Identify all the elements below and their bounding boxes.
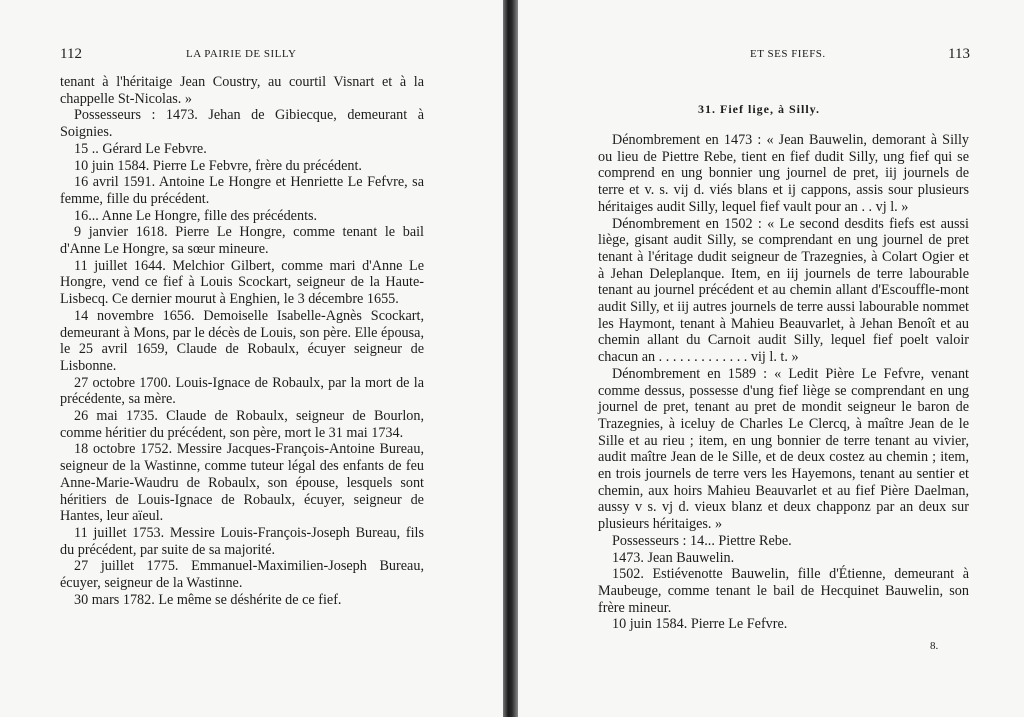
section-title: 31. Fief lige, à Silly. xyxy=(698,102,820,116)
paragraph: 27 octobre 1700. Louis-Ignace de Robaulx, par la mort de la précédente, sa mère. xyxy=(60,374,424,408)
paragraph: Possesseurs : 14... Piettre Rebe. xyxy=(612,532,792,549)
paragraph: 9 janvier 1618. Pierre Le Hongre, comme tenant le bail d'Anne Le Hongre, sa sœur mineure. xyxy=(60,224,424,258)
right-page xyxy=(518,0,1024,717)
paragraph: 16... Anne Le Hongre, fille des précédents. xyxy=(74,207,318,224)
paragraph: 1473. Jean Bauwelin. xyxy=(612,549,735,566)
paragraph: 26 mai 1735. Claude de Robaulx, seigneur de Bourlon, comme héritier du précédent, son père, mort le 31 mai 1734. xyxy=(60,408,424,441)
page-number-left: 112 xyxy=(60,46,82,62)
paragraph: 30 mars 1782. Le même se déshérite de ce fief. xyxy=(74,591,342,608)
left-body-text xyxy=(60,74,424,609)
paragraph: 27 juillet 1775. Emmanuel-Maximilien-Joseph Bureau, écuyer, seigneur de la Wastinne. xyxy=(60,558,424,592)
running-head-left: LA PAIRIE DE SILLY xyxy=(186,48,297,60)
paragraph: 10 juin 1584. Pierre Le Fefvre. xyxy=(612,616,788,633)
paragraph: 10 juin 1584. Pierre Le Febvre, frère du précédent. xyxy=(74,157,362,174)
paragraph: 15 .. Gérard Le Febvre. xyxy=(74,140,207,157)
paragraph: 1502. Estiévenotte Bauwelin, fille d'Étienne, demeurant à Maubeuge, comme tenant le bail de Hecquinet Bauwelin, son frère mineur. xyxy=(598,566,969,616)
page-number-right: 113 xyxy=(948,46,970,62)
paragraph: Dénombrement en 1589 : « Ledit Pière Le Fefvre, venant comme dessus, possesse d'ung fief liège se comprendant en ung journel de pret, tenant au pret de mondit seigneur le baron de Trazegnies, à iceluy de Charles Le Clercq, à maître Jean de le Sille et au rieu ; item, en ung bonnier de terre tenant au vivier, audit maître Jean de le Sille, et de deux costez au chemin ; item, en trois journels de terre vers les Hayemons, tenant au sentier et chemin, aux hoirs Mahieu Beauvarlet et au fief Pière Daelman, aussy v s. vj d. vieux blanz et deux chapponz par an deux sur plusieurs héritaiges. » xyxy=(598,365,969,533)
paragraph: 18 octobre 1752. Messire Jacques-François-Antoine Bureau, seigneur de la Wastinne, comme tuteur légal des enfants de feu Anne-Marie-Waudru de Robaulx, son épouse, lesquels sont héritiers de Louis-Ignace de Robaulx, écuyer, seigneur de Hantes, leur aïeul. xyxy=(60,441,424,525)
paragraph: 14 novembre 1656. Demoiselle Isabelle-Agnès Scockart, demeurant à Mons, par le décès de Louis, son père. Elle épousa, le 25 avril 1659, Claude de Robaulx, écuyer seigneur de Lisbonne. xyxy=(60,307,424,374)
paragraph: Possesseurs : 1473. Jehan de Gibiecque, demeurant à Soignies. xyxy=(60,107,424,141)
book-gutter xyxy=(503,0,518,717)
running-head-right: ET SES FIEFS. xyxy=(750,48,826,60)
paragraph: 11 juillet 1753. Messire Louis-François-Joseph Bureau, fils du précédent, par suite de sa majorité. xyxy=(60,524,424,558)
signature-mark: 8. xyxy=(930,640,939,652)
paragraph: 16 avril 1591. Antoine Le Hongre et Henriette Le Fefvre, sa femme, fille du précédent. xyxy=(60,174,424,207)
right-body-text xyxy=(598,132,969,633)
left-page xyxy=(0,0,506,717)
paragraph: Dénombrement en 1473 : « Jean Bauwelin, demorant à Silly ou lieu de Piettre Rebe, tient en fief dudit Silly, ung fief qui se comprend en ung bonnier ung journel de pret, iij journels de terre et v. s. vij d. viés blans et ij cappons, assis sour plusieurs héritaiges audit Silly, lequel fief vault pour an . . vj l. » xyxy=(598,132,969,215)
paragraph: tenant à l'héritaige Jean Coustry, au courtil Visnart et à la chappelle St-Nicolas. » xyxy=(60,74,424,107)
paragraph: Dénombrement en 1502 : « Le second desdits fiefs est aussi liège, gisant audit Silly, se comprendant en ung journel de pret tenant à l'éritage dudit seigneur de Trazegnies, à Colart Ogier et à Jehan Deleplanque. Item, en iij journels de terre labourable tenant au journel précédent et au chemin allant d'Escouffle-mont audit Silly, et iij autres journels de terre aussi labourable nommet les Haymont, tenant à Mahieu Beauvarlet, à Jehan Benoît et au chemin allant du Carnoit audit Silly, lequel fief poelt valoir chacun an . . . . . . . . . . . . . vij l. t. » xyxy=(598,215,969,366)
paragraph: 11 juillet 1644. Melchior Gilbert, comme mari d'Anne Le Hongre, vend ce fief à Louis Scockart, seigneur de la Haute-Lisbecq. Ce dernier mourut à Enghien, le 3 décembre 1655. xyxy=(60,257,424,308)
